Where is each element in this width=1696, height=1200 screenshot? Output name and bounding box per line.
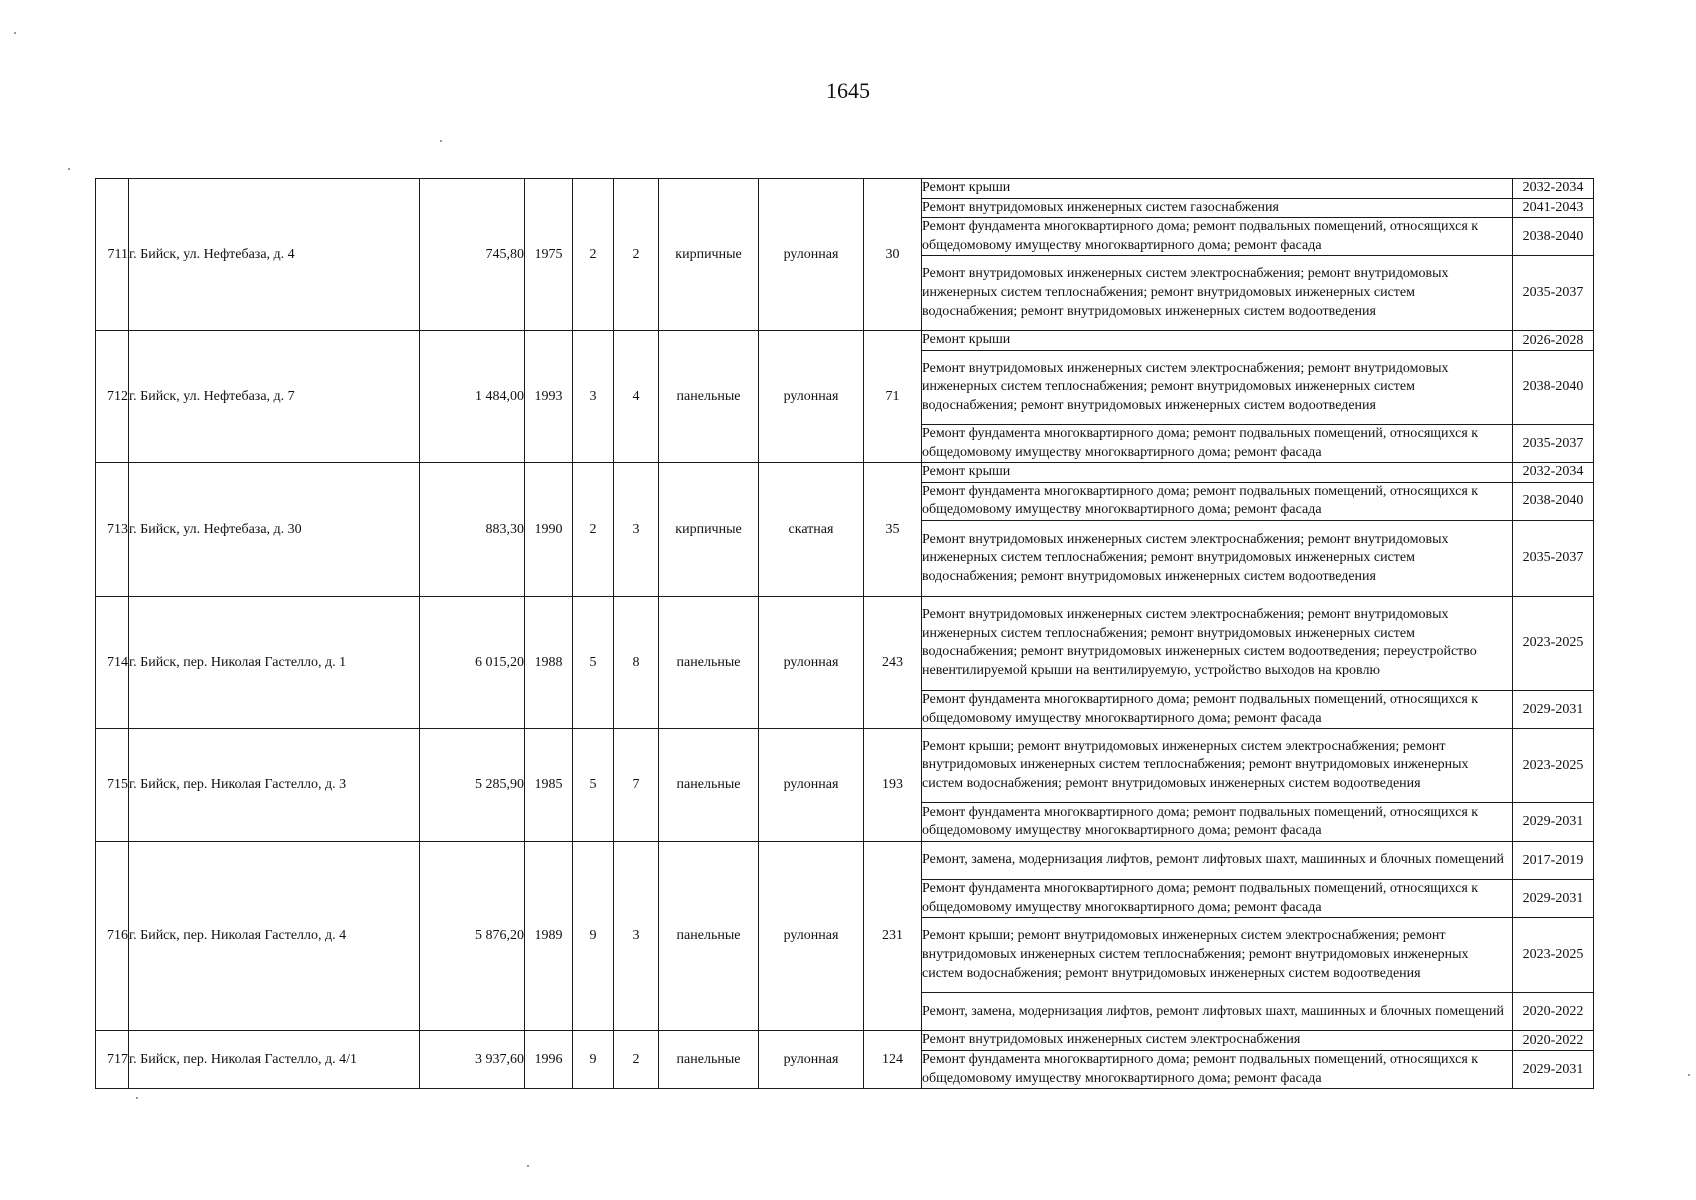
page-number: 1645 xyxy=(826,78,870,103)
table-row xyxy=(96,463,1594,483)
row-number: 712 xyxy=(96,331,129,463)
work-description: Ремонт внутридомовых инженерных систем электроснабжения xyxy=(922,1031,1513,1051)
work-period: 2029-2031 xyxy=(1513,690,1594,728)
total-area: 3 937,60 xyxy=(420,1031,525,1089)
build-year: 1996 xyxy=(525,1031,573,1089)
row-number: 714 xyxy=(96,596,129,728)
floors-count: 9 xyxy=(573,1031,614,1089)
scan-speck xyxy=(527,1165,529,1167)
entrances-count: 3 xyxy=(614,463,659,597)
table-row xyxy=(96,842,1594,880)
table-row xyxy=(96,1031,1594,1051)
wall-material: панельные xyxy=(659,842,759,1031)
residents-count: 30 xyxy=(864,179,922,331)
table-row xyxy=(96,331,1594,351)
wall-material: панельные xyxy=(659,596,759,728)
build-year: 1985 xyxy=(525,729,573,842)
work-period: 2017-2019 xyxy=(1513,842,1594,880)
work-description: Ремонт крыши xyxy=(922,331,1513,351)
table-row xyxy=(96,596,1594,690)
work-description: Ремонт фундамента многоквартирного дома; ремонт подвальных помещений, относящихся к общедомовому имуществу многоквартирного дома; ремонт фасада xyxy=(922,880,1513,918)
total-area: 745,80 xyxy=(420,179,525,331)
work-description: Ремонт внутридомовых инженерных систем электроснабжения; ремонт внутридомовых инженерных систем теплоснабжения; ремонт внутридомовых инженерных систем водоснабжения; ремонт внутридомовых инженерных систем водоотведения xyxy=(922,520,1513,596)
roof-type: рулонная xyxy=(759,331,864,463)
build-year: 1993 xyxy=(525,331,573,463)
build-year: 1990 xyxy=(525,463,573,597)
work-period: 2038-2040 xyxy=(1513,218,1594,256)
floors-count: 9 xyxy=(573,842,614,1031)
floors-count: 3 xyxy=(573,331,614,463)
work-description: Ремонт внутридомовых инженерных систем электроснабжения; ремонт внутридомовых инженерных систем теплоснабжения; ремонт внутридомовых инженерных систем водоснабжения; ремонт внутридомовых инженерных систем водоотведения; переустройство невентилируемой крыши на вентилируемую, устройство выходов на кровлю xyxy=(922,596,1513,690)
work-description: Ремонт внутридомовых инженерных систем электроснабжения; ремонт внутридомовых инженерных систем теплоснабжения; ремонт внутридомовых инженерных систем водоснабжения; ремонт внутридомовых инженерных систем водоотведения xyxy=(922,256,1513,331)
residents-count: 124 xyxy=(864,1031,922,1089)
work-period: 2038-2040 xyxy=(1513,482,1594,520)
roof-type: рулонная xyxy=(759,179,864,331)
wall-material: панельные xyxy=(659,1031,759,1089)
work-period: 2029-2031 xyxy=(1513,1050,1594,1088)
build-year: 1989 xyxy=(525,842,573,1031)
work-description: Ремонт крыши; ремонт внутридомовых инженерных систем электроснабжения; ремонт внутридомовых инженерных систем теплоснабжения; ремонт внутридомовых инженерных систем водоснабжения; ремонт внутридомовых инженерных систем водоотведения xyxy=(922,918,1513,993)
row-number: 717 xyxy=(96,1031,129,1089)
floors-count: 2 xyxy=(573,179,614,331)
scan-speck xyxy=(1688,1074,1690,1076)
work-period: 2020-2022 xyxy=(1513,993,1594,1031)
row-number: 713 xyxy=(96,463,129,597)
work-description: Ремонт фундамента многоквартирного дома; ремонт подвальных помещений, относящихся к общедомовому имуществу многоквартирного дома; ремонт фасада xyxy=(922,482,1513,520)
scan-speck xyxy=(136,1097,138,1099)
floors-count: 2 xyxy=(573,463,614,597)
work-period: 2041-2043 xyxy=(1513,198,1594,218)
work-period: 2035-2037 xyxy=(1513,520,1594,596)
table-row xyxy=(96,179,1594,199)
work-period: 2023-2025 xyxy=(1513,596,1594,690)
row-number: 711 xyxy=(96,179,129,331)
roof-type: рулонная xyxy=(759,729,864,842)
build-year: 1988 xyxy=(525,596,573,728)
work-description: Ремонт фундамента многоквартирного дома; ремонт подвальных помещений, относящихся к общедомовому имуществу многоквартирного дома; ремонт фасада xyxy=(922,690,1513,728)
address: г. Бийск, пер. Николая Гастелло, д. 3 xyxy=(129,729,420,842)
scan-speck xyxy=(14,32,16,34)
address: г. Бийск, ул. Нефтебаза, д. 4 xyxy=(129,179,420,331)
work-period: 2035-2037 xyxy=(1513,424,1594,462)
residents-count: 231 xyxy=(864,842,922,1031)
address: г. Бийск, пер. Николая Гастелло, д. 4/1 xyxy=(129,1031,420,1089)
total-area: 1 484,00 xyxy=(420,331,525,463)
wall-material: панельные xyxy=(659,331,759,463)
wall-material: кирпичные xyxy=(659,179,759,331)
entrances-count: 3 xyxy=(614,842,659,1031)
entrances-count: 2 xyxy=(614,1031,659,1089)
total-area: 883,30 xyxy=(420,463,525,597)
work-description: Ремонт фундамента многоквартирного дома; ремонт подвальных помещений, относящихся к общедомовому имуществу многоквартирного дома; ремонт фасада xyxy=(922,424,1513,462)
work-description: Ремонт крыши xyxy=(922,463,1513,483)
work-period: 2023-2025 xyxy=(1513,729,1594,803)
work-description: Ремонт крыши xyxy=(922,179,1513,199)
total-area: 5 876,20 xyxy=(420,842,525,1031)
residents-count: 71 xyxy=(864,331,922,463)
work-period: 2029-2031 xyxy=(1513,880,1594,918)
scan-speck xyxy=(440,140,442,142)
work-period: 2029-2031 xyxy=(1513,803,1594,842)
repair-schedule-table xyxy=(95,178,1594,1089)
work-description: Ремонт крыши; ремонт внутридомовых инженерных систем электроснабжения; ремонт внутридомовых инженерных систем теплоснабжения; ремонт внутридомовых инженерных систем водоснабжения; ремонт внутридомовых инженерных систем водоотведения xyxy=(922,729,1513,803)
work-period: 2035-2037 xyxy=(1513,256,1594,331)
address: г. Бийск, ул. Нефтебаза, д. 7 xyxy=(129,331,420,463)
wall-material: панельные xyxy=(659,729,759,842)
entrances-count: 7 xyxy=(614,729,659,842)
work-description: Ремонт, замена, модернизация лифтов, ремонт лифтовых шахт, машинных и блочных помещений xyxy=(922,993,1513,1031)
roof-type: рулонная xyxy=(759,842,864,1031)
build-year: 1975 xyxy=(525,179,573,331)
work-period: 2026-2028 xyxy=(1513,331,1594,351)
entrances-count: 4 xyxy=(614,331,659,463)
address: г. Бийск, пер. Николая Гастелло, д. 4 xyxy=(129,842,420,1031)
floors-count: 5 xyxy=(573,596,614,728)
work-description: Ремонт внутридомовых инженерных систем газоснабжения xyxy=(922,198,1513,218)
work-description: Ремонт фундамента многоквартирного дома; ремонт подвальных помещений, относящихся к общедомовому имуществу многоквартирного дома; ремонт фасада xyxy=(922,803,1513,842)
work-period: 2032-2034 xyxy=(1513,463,1594,483)
roof-type: скатная xyxy=(759,463,864,597)
scan-speck xyxy=(68,168,70,170)
address: г. Бийск, пер. Николая Гастелло, д. 1 xyxy=(129,596,420,728)
row-number: 716 xyxy=(96,842,129,1031)
work-description: Ремонт, замена, модернизация лифтов, ремонт лифтовых шахт, машинных и блочных помещений xyxy=(922,842,1513,880)
total-area: 5 285,90 xyxy=(420,729,525,842)
residents-count: 243 xyxy=(864,596,922,728)
wall-material: кирпичные xyxy=(659,463,759,597)
residents-count: 193 xyxy=(864,729,922,842)
total-area: 6 015,20 xyxy=(420,596,525,728)
work-description: Ремонт фундамента многоквартирного дома; ремонт подвальных помещений, относящихся к общедомовому имуществу многоквартирного дома; ремонт фасада xyxy=(922,218,1513,256)
roof-type: рулонная xyxy=(759,596,864,728)
work-period: 2038-2040 xyxy=(1513,350,1594,424)
entrances-count: 8 xyxy=(614,596,659,728)
work-period: 2032-2034 xyxy=(1513,179,1594,199)
floors-count: 5 xyxy=(573,729,614,842)
work-period: 2020-2022 xyxy=(1513,1031,1594,1051)
work-description: Ремонт внутридомовых инженерных систем электроснабжения; ремонт внутридомовых инженерных систем теплоснабжения; ремонт внутридомовых инженерных систем водоснабжения; ремонт внутридомовых инженерных систем водоотведения xyxy=(922,350,1513,424)
roof-type: рулонная xyxy=(759,1031,864,1089)
work-period: 2023-2025 xyxy=(1513,918,1594,993)
address: г. Бийск, ул. Нефтебаза, д. 30 xyxy=(129,463,420,597)
work-description: Ремонт фундамента многоквартирного дома; ремонт подвальных помещений, относящихся к общедомовому имуществу многоквартирного дома; ремонт фасада xyxy=(922,1050,1513,1088)
residents-count: 35 xyxy=(864,463,922,597)
row-number: 715 xyxy=(96,729,129,842)
table-row xyxy=(96,729,1594,803)
entrances-count: 2 xyxy=(614,179,659,331)
